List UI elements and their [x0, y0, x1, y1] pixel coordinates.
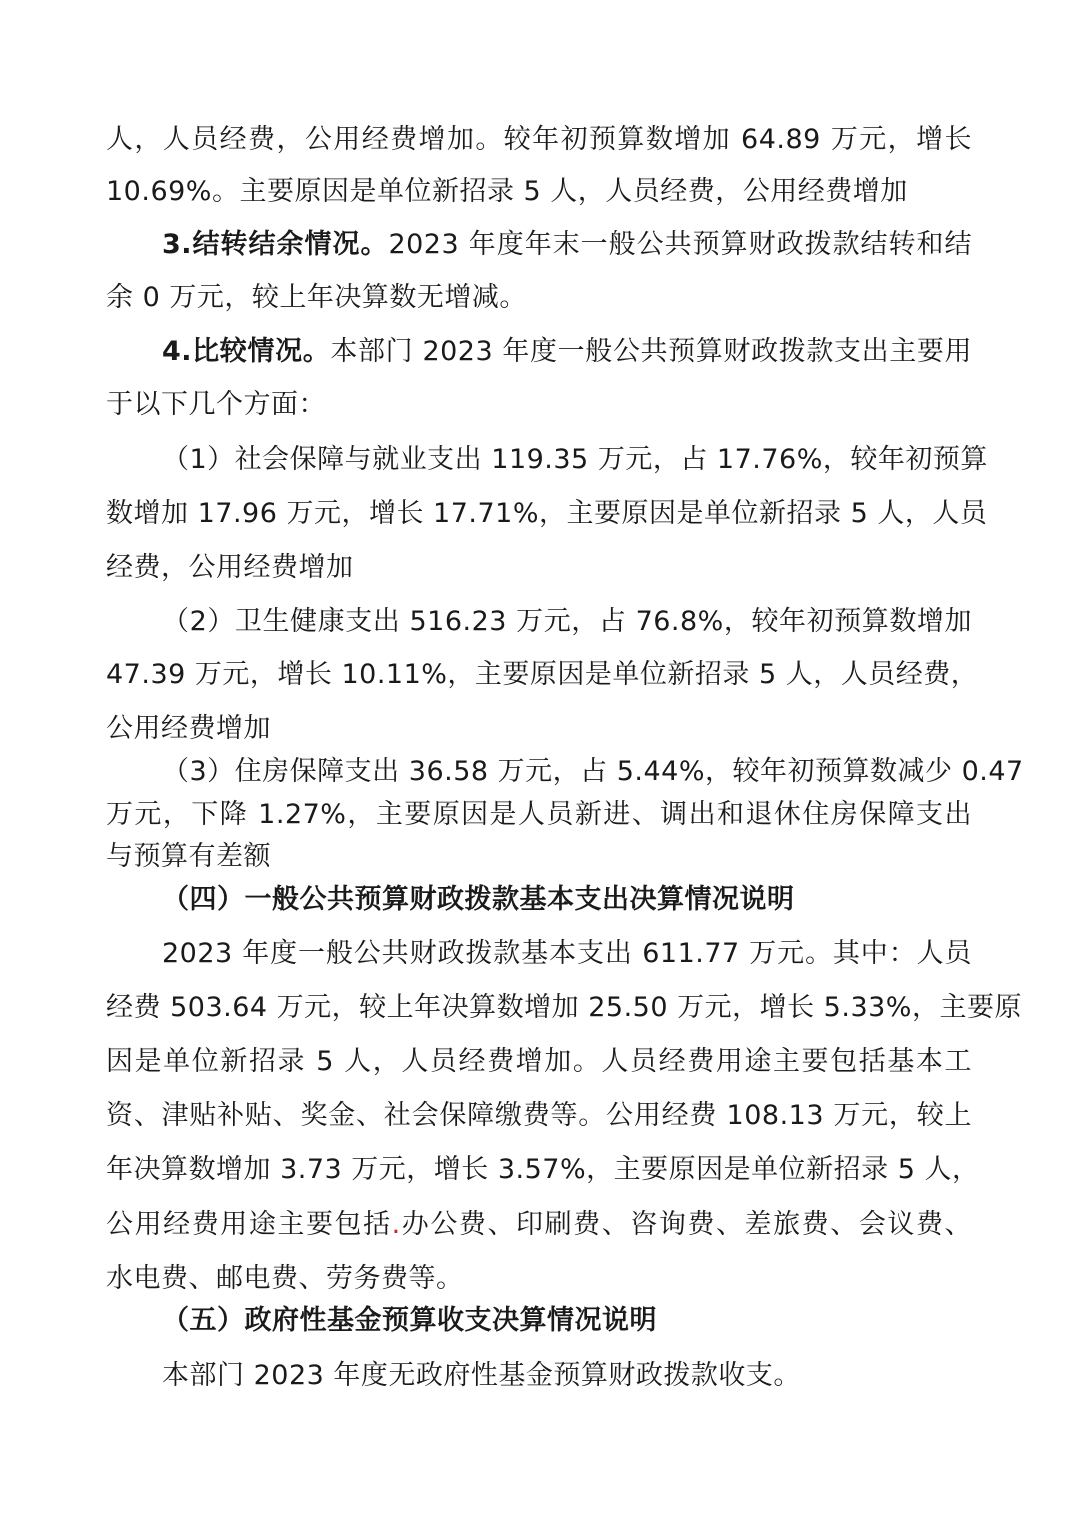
item-number: 3. [162, 229, 193, 260]
item-text: 办公费、印刷费、咨询费、差旅费、会议费、 [400, 1209, 973, 1240]
paragraph-line: 数增加 17.96 万元，增长 17.71%，主要原因是单位新招录 5 人，人员 [106, 498, 988, 529]
item-text: 2023 年度年末一般公共预算财政拨款结转和结 [388, 229, 973, 260]
paragraph-line: 经费 503.64 万元，较上年决算数增加 25.50 万元，增长 5.33%，主要原 [106, 992, 1022, 1023]
paragraph-line: 经费，公用经费增加 [106, 552, 354, 583]
paragraph-line: 2023 年度一般公共财政拨款基本支出 611.77 万元。其中：人员 [162, 938, 972, 969]
paragraph-line: 水电费、邮电费、劳务费等。 [106, 1263, 464, 1294]
paragraph-line: （2）卫生健康支出 516.23 万元，占 76.8%，较年初预算数增加 [162, 606, 972, 637]
paragraph-line: 余 0 万元，较上年决算数无增减。 [106, 282, 527, 313]
paragraph-line: （3）住房保障支出 36.58 万元，占 5.44%，较年初预算数减少 0.47 [162, 756, 1024, 787]
paragraph-line: 万元，下降 1.27%，主要原因是人员新进、调出和退休住房保障支出 [106, 799, 972, 830]
paragraph-line: 10.69%。主要原因是单位新招录 5 人，人员经费，公用经费增加 [106, 176, 908, 207]
paragraph-line [106, 1209, 972, 1241]
item-text: 本部门 2023 年度一般公共预算财政拨款支出主要用 [330, 336, 972, 367]
section-heading: （四）一般公共预算财政拨款基本支出决算情况说明 [162, 884, 795, 915]
paragraph-line [162, 336, 972, 368]
paragraph-line: 人，人员经费，公用经费增加。较年初预算数增加 64.89 万元，增长 [106, 124, 972, 155]
paragraph-line: 公用经费增加 [106, 713, 271, 744]
paragraph-line [162, 229, 972, 261]
paragraph-line: 与预算有差额 [106, 841, 271, 872]
item-title: 结转结余情况。 [192, 229, 389, 260]
item-text: 公用经费用途主要包括 [106, 1209, 392, 1240]
paragraph-line: 47.39 万元，增长 10.11%，主要原因是单位新招录 5 人，人员经费， [106, 659, 979, 690]
item-number: 4. [162, 336, 193, 367]
paragraph-line: 因是单位新招录 5 人，人员经费增加。人员经费用途主要包括基本工 [106, 1046, 972, 1077]
item-title: 比较情况。 [192, 336, 331, 367]
red-dot-mark: . [391, 1209, 401, 1240]
paragraph-line: 年决算数增加 3.73 万元，增长 3.57%，主要原因是单位新招录 5 人， [106, 1154, 980, 1185]
section-heading: （五）政府性基金预算收支决算情况说明 [162, 1305, 657, 1336]
paragraph-line: （1）社会保障与就业支出 119.35 万元，占 17.76%，较年初预算 [162, 444, 988, 475]
paragraph-line: 资、津贴补贴、奖金、社会保障缴费等。公用经费 108.13 万元，较上 [106, 1100, 972, 1131]
paragraph-line: 于以下几个方面： [106, 389, 326, 420]
paragraph-line: 本部门 2023 年度无政府性基金预算财政拨款收支。 [162, 1360, 801, 1391]
